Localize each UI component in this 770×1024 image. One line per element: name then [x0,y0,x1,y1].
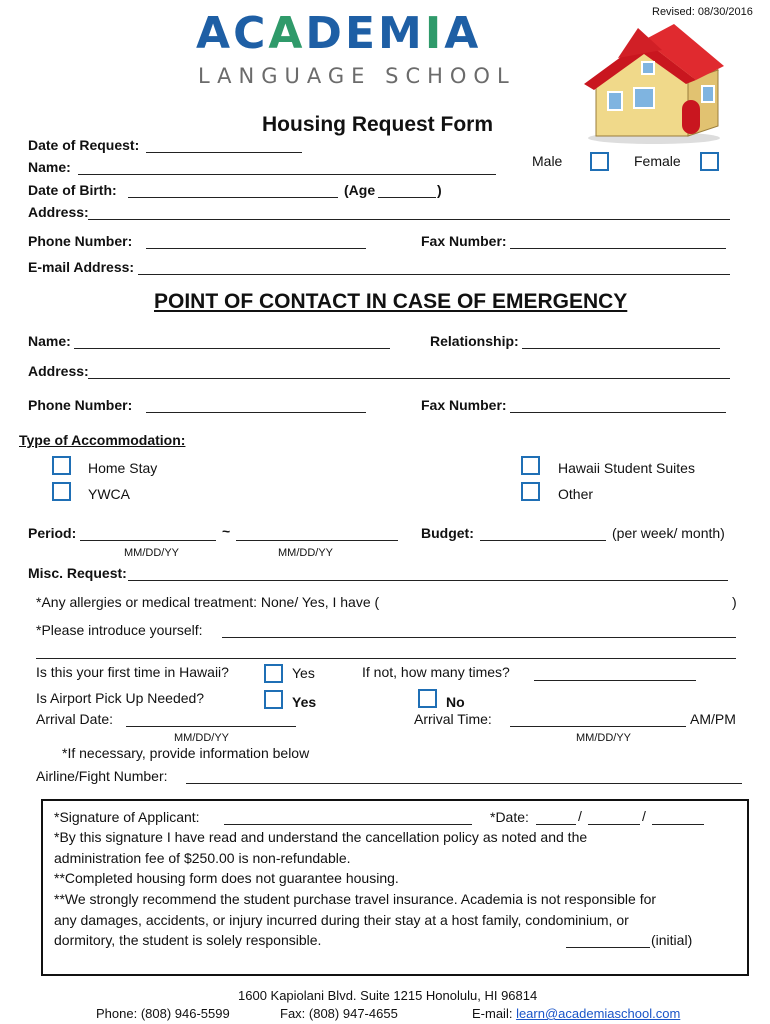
arrival-time-hint: MM/DD/YY [576,732,631,744]
date-of-birth-field[interactable] [128,197,338,198]
period-end-hint: MM/DD/YY [278,547,333,559]
emergency-phone-label: Phone Number: [28,397,133,413]
period-start-field[interactable] [80,540,216,541]
age-label: (Age [344,182,376,198]
terms-line-6: dormitory, the student is solely responsible. [54,932,322,948]
period-end-field[interactable] [236,540,398,541]
age-close: ) [437,182,442,198]
terms-line-4: **We strongly recommend the student purchase travel insurance. Academia is not responsible for [54,891,657,907]
email-label: E-mail Address: [28,259,135,275]
if-necessary-note: *If necessary, provide information below [62,745,310,761]
period-start-hint: MM/DD/YY [124,547,179,559]
initial-label: (initial) [651,932,693,948]
sig-date-year[interactable] [652,824,704,825]
phone-label: Phone Number: [28,233,133,249]
pickup-no-label: No [446,694,465,710]
emergency-name-field[interactable] [74,348,390,349]
name-label: Name: [28,159,71,175]
date-of-birth-label: Date of Birth: [28,182,117,198]
introduce-label: *Please introduce yourself: [36,622,203,638]
emergency-fax-field[interactable] [510,412,726,413]
home-stay-label: Home Stay [88,460,158,476]
ywca-checkbox[interactable] [52,482,71,501]
address-label: Address: [28,204,89,220]
arrival-time-label: Arrival Time: [414,711,492,727]
fax-field[interactable] [510,248,726,249]
name-field[interactable] [78,174,496,175]
emergency-phone-field[interactable] [146,412,366,413]
pickup-no-checkbox[interactable] [418,689,437,708]
footer-phone: Phone: (808) 946-5599 [96,1006,230,1021]
date-slash-1: / [578,808,582,824]
terms-line-3: **Completed housing form does not guarantee housing. [54,870,399,886]
other-label: Other [558,486,594,502]
emergency-address-field[interactable] [88,378,730,379]
female-label: Female [634,153,681,169]
footer-address: 1600 Kapiolani Blvd. Suite 1215 Honolulu, HI 96814 [238,988,538,1003]
date-of-request-label: Date of Request: [28,137,140,153]
signature-field[interactable] [224,824,472,825]
emergency-fax-label: Fax Number: [421,397,507,413]
age-field[interactable] [378,197,436,198]
male-label: Male [532,153,563,169]
hawaii-student-suites-checkbox[interactable] [521,456,540,475]
signature-label: *Signature of Applicant: [54,809,200,825]
footer-email [472,1006,680,1021]
footer-email-link[interactable]: learn@academiaschool.com [516,1006,681,1021]
footer-fax: Fax: (808) 947-4655 [280,1006,398,1021]
emergency-heading: POINT OF CONTACT IN CASE OF EMERGENCY [154,290,628,313]
relationship-field[interactable] [522,348,720,349]
date-of-request-field[interactable] [146,152,302,153]
male-checkbox[interactable] [590,152,609,171]
terms-line-1: *By this signature I have read and understand the cancellation policy as noted and the [54,829,588,845]
initial-field[interactable] [566,947,650,948]
relationship-label: Relationship: [430,333,519,349]
terms-line-5: any damages, accidents, or injury incurred during their stay at a host family, condominium, or [54,912,629,928]
sig-date-month[interactable] [536,824,576,825]
accommodation-heading: Type of Accommodation: [19,432,186,448]
arrival-time-field[interactable] [510,726,686,727]
logo-main: ACADEMIA [196,8,482,59]
first-time-yes-checkbox[interactable] [264,664,283,683]
arrival-date-label: Arrival Date: [36,711,114,727]
am-pm-label: AM/PM [690,711,736,727]
house-illustration [578,18,726,144]
signature-box [41,799,749,976]
emergency-name-label: Name: [28,333,71,349]
date-slash-2: / [642,808,646,824]
arrival-date-field[interactable] [126,726,296,727]
allergies-label: *Any allergies or medical treatment: None/ Yes, I have ( [36,594,380,610]
sig-date-day[interactable] [588,824,640,825]
first-time-yes-label: Yes [292,665,315,681]
how-many-label: If not, how many times? [362,664,510,680]
phone-field[interactable] [146,248,366,249]
pickup-yes-label: Yes [292,694,317,710]
form-title: Housing Request Form [262,113,494,136]
first-time-label: Is this your first time in Hawaii? [36,664,229,680]
period-tilde: ~ [222,523,231,539]
address-field[interactable] [88,219,730,220]
email-field[interactable] [138,274,730,275]
logo-sub: LANGUAGE SCHOOL [198,64,516,88]
terms-line-2: administration fee of $250.00 is non-refundable. [54,850,351,866]
female-checkbox[interactable] [700,152,719,171]
home-stay-checkbox[interactable] [52,456,71,475]
period-label: Period: [28,525,77,541]
hawaii-student-suites-label: Hawaii Student Suites [558,460,695,476]
budget-field[interactable] [480,540,606,541]
pickup-yes-checkbox[interactable] [264,690,283,709]
pickup-label: Is Airport Pick Up Needed? [36,690,205,706]
misc-request-field[interactable] [128,580,728,581]
footer-email-label: E-mail: [472,1006,517,1021]
airline-field[interactable] [186,783,742,784]
budget-unit: (per week/ month) [612,525,725,541]
allergies-close: ) [732,594,737,610]
emergency-address-label: Address: [28,363,89,379]
airline-label: Airline/Fight Number: [36,768,168,784]
arrival-date-hint: MM/DD/YY [174,732,229,744]
other-checkbox[interactable] [521,482,540,501]
introduce-field-2[interactable] [36,658,736,659]
fax-label: Fax Number: [421,233,507,249]
sig-date-label: *Date: [490,809,529,825]
misc-request-label: Misc. Request: [28,565,127,581]
introduce-field[interactable] [222,637,736,638]
ywca-label: YWCA [88,486,130,502]
how-many-field[interactable] [534,680,696,681]
revised-date: Revised: 08/30/2016 [652,6,753,18]
budget-label: Budget: [421,525,474,541]
